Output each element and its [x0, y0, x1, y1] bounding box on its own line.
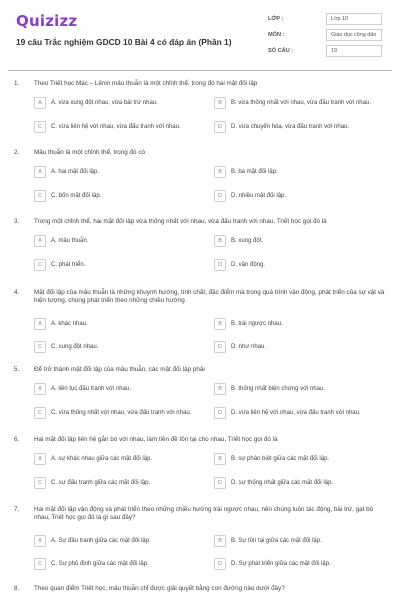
question-text: Mâu thuẫn là một chỉnh thể, trong đó có [34, 149, 145, 156]
option-letter-box: D [214, 477, 226, 489]
question-number: 5. [14, 366, 20, 373]
option-letter-box: C [34, 341, 46, 353]
option-text: A. sự khác nhau giữa các mặt đối lập. [51, 456, 153, 462]
option-a[interactable] [34, 235, 202, 247]
option-text: D. sự thống nhất giữa các mặt đối lập. [231, 480, 334, 486]
option-text: C. xung đột nhau. [51, 344, 99, 350]
question-text: Theo quan điểm Triết học, mâu thuẫn chỉ được giải quyết bằng con đường nào dưới đây? [34, 585, 285, 592]
option-a[interactable] [34, 166, 202, 178]
option-letter-box: D [214, 259, 226, 271]
option-b[interactable] [214, 97, 382, 109]
option-text: D. vừa liên hệ với nhau, vừa đấu tranh với nhau. [231, 410, 361, 416]
question-number: 2. [14, 149, 20, 156]
option-text: C. bốn mặt đối lập. [51, 193, 102, 199]
option-letter-box: D [214, 558, 226, 570]
option-a[interactable] [34, 383, 202, 395]
option-letter-box: C [34, 190, 46, 202]
option-a[interactable] [34, 453, 202, 465]
option-text: B. xung đột. [231, 238, 264, 244]
meta-row-subject [268, 29, 382, 41]
question-number: 8. [14, 585, 20, 592]
question-text: Theo Triết học Mác – Lênin mâu thuẫn là một chỉnh thể, trong đó hai mặt đối lập [34, 80, 258, 87]
option-a[interactable] [34, 535, 202, 547]
question-text: Hai mặt đối lập liên hệ gắn bó với nhau, làm tiền đề tồn tại cho nhau, Triết học gọi đó là [34, 436, 278, 443]
option-letter-box: C [34, 121, 46, 133]
option-letter-box: A [34, 453, 46, 465]
option-c[interactable] [34, 190, 202, 202]
meta-label: SỐ CÂU : [268, 48, 294, 54]
option-a[interactable] [34, 97, 202, 109]
option-letter-box: B [214, 235, 226, 247]
question-number: 3. [14, 218, 20, 225]
option-letter-box: C [34, 558, 46, 570]
option-b[interactable] [214, 453, 382, 465]
option-letter-box: C [34, 407, 46, 419]
option-letter-box: D [214, 407, 226, 419]
option-text: B. Sự tồn tại giữa các mặt đối lập. [231, 538, 322, 544]
option-text: B. vừa thống nhất với nhau, vừa đấu tranh với nhau. [231, 100, 371, 106]
option-d[interactable] [214, 477, 382, 489]
option-letter-box: A [34, 383, 46, 395]
option-text: A. Sự đấu tranh giữa các mặt đối lập. [51, 538, 151, 544]
meta-value-count: 19 [326, 45, 382, 57]
option-letter-box: A [34, 535, 46, 547]
question-number: 6. [14, 436, 20, 443]
question-text: Mặt đối lập của mâu thuẫn là những khuynh hướng, tính chất, đặc điểm mà trong quá trình vận động, phát triển của sự vật và hiện tượng, chúng phát triển theo những chiều hướng [34, 289, 385, 305]
option-c[interactable] [34, 477, 202, 489]
option-text: C. sự đấu tranh giữa các mặt đối lập. [51, 480, 151, 486]
option-letter-box: B [214, 318, 226, 330]
option-text: B. sự phân biệt giữa các mặt đối lập. [231, 456, 330, 462]
option-text: C. vừa liên hệ với nhau, vừa đấu tranh với nhau. [51, 124, 181, 130]
option-text: A. khác nhau. [51, 321, 88, 327]
option-text: D. Sự phát triển giữa các mặt đối lập. [231, 561, 331, 567]
option-b[interactable] [214, 535, 382, 547]
option-text: C. vừa thống nhất với nhau, vừa đấu tranh với nhau. [51, 410, 192, 416]
option-letter-box: D [214, 341, 226, 353]
option-text: D. như nhau. [231, 344, 267, 350]
option-text: A. mâu thuẫn. [51, 238, 89, 244]
option-letter-box: B [214, 166, 226, 178]
option-letter-box: D [214, 121, 226, 133]
option-letter-box: A [34, 166, 46, 178]
option-text: D. nhiều mặt đối lập. [231, 193, 287, 199]
meta-label: LỚP : [268, 16, 284, 22]
option-letter-box: A [34, 235, 46, 247]
option-text: A. vừa xung đột nhau, vừa bài trừ nhau. [51, 100, 158, 106]
option-text: A. liên tục đấu tranh với nhau. [51, 386, 131, 392]
question-number: 7. [14, 506, 20, 513]
option-d[interactable] [214, 407, 382, 419]
option-letter-box: B [214, 535, 226, 547]
option-letter-box: C [34, 477, 46, 489]
option-text: A. hai mặt đối lập. [51, 169, 100, 175]
option-c[interactable] [34, 121, 202, 133]
question-text: Hai mặt đối lập vận động và phát triển theo những chiều hướng trái ngược nhau, nên chúng luôn tác động, bài trừ, gạt bỏ nhau, Triết học gọi đó là gì sau đây? [34, 506, 374, 522]
option-letter-box: A [34, 97, 46, 109]
question-number: 4. [14, 289, 20, 296]
option-letter-box: B [214, 97, 226, 109]
quizizz-logo: Quizizz [16, 12, 78, 30]
option-letter-box: D [214, 190, 226, 202]
worksheet-header [0, 0, 400, 72]
option-c[interactable] [34, 558, 202, 570]
option-b[interactable] [214, 166, 382, 178]
option-c[interactable] [34, 259, 202, 271]
option-c[interactable] [34, 407, 202, 419]
option-d[interactable] [214, 558, 382, 570]
option-text: B. trái ngược nhau. [231, 321, 283, 327]
option-c[interactable] [34, 341, 202, 353]
option-text: C. Sự phủ định giữa các mặt đối lập. [51, 561, 149, 567]
option-letter-box: C [34, 259, 46, 271]
option-text: B. thống nhất biện chứng với nhau. [231, 386, 326, 392]
option-text: D. vừa chuyển hóa, vừa đấu tranh với nhau. [231, 124, 350, 130]
header-divider [8, 70, 392, 71]
option-letter-box: B [214, 383, 226, 395]
option-a[interactable] [34, 318, 202, 330]
question-text: Trong một chỉnh thể, hai mặt đối lập vừa thống nhất với nhau, vừa đấu tranh với nhau, Triết học gọi đó là [34, 218, 327, 225]
meta-value-subject: Giáo dục công dân [326, 29, 382, 41]
question-text: Để trở thành mặt đối lập của mâu thuẫn, các mặt đối lập phải [34, 366, 205, 373]
meta-label: MÔN : [268, 32, 285, 38]
meta-row-count [268, 45, 382, 57]
option-letter-box: B [214, 453, 226, 465]
page-title: 19 câu Trắc nghiệm GDCD 10 Bài 4 có đáp án (Phần 1) [16, 37, 232, 47]
option-text: C. phát triển. [51, 262, 86, 268]
question-number: 1. [14, 80, 20, 87]
meta-value-class: Lớp 10 [326, 13, 382, 25]
option-d[interactable] [214, 259, 382, 271]
option-b[interactable] [214, 383, 382, 395]
option-text: D. vận động. [231, 262, 266, 268]
option-d[interactable] [214, 121, 382, 133]
option-letter-box: A [34, 318, 46, 330]
option-d[interactable] [214, 341, 382, 353]
option-d[interactable] [214, 190, 382, 202]
option-b[interactable] [214, 235, 382, 247]
option-text: B. ba mặt đối lập. [231, 169, 278, 175]
option-b[interactable] [214, 318, 382, 330]
meta-row-class [268, 13, 382, 25]
